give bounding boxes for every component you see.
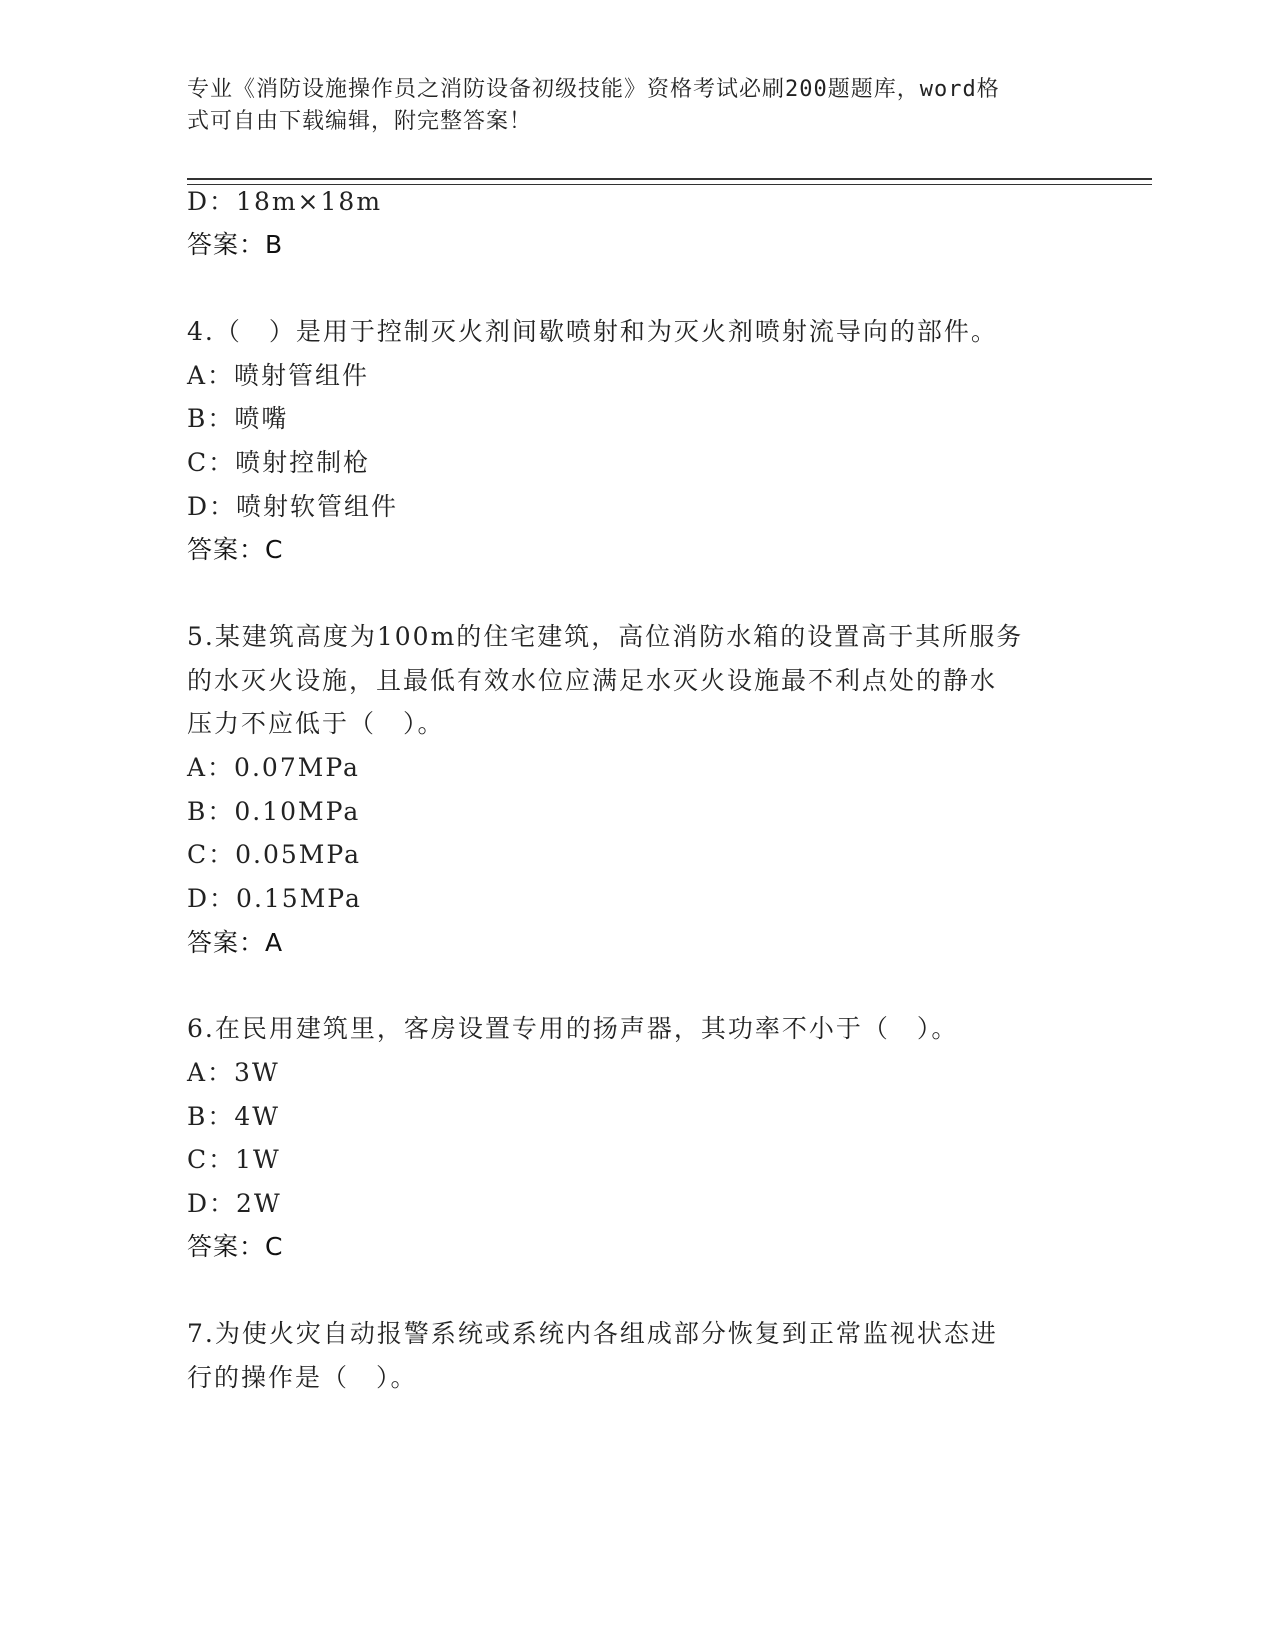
q5-option-a: A：0.07MPa: [187, 753, 360, 782]
document-header: [187, 74, 1067, 138]
q4-option-c: C：喷射控制枪: [187, 448, 371, 477]
q5-question-line-2: 的水灭火设施，且最低有效水位应满足水灭火设施最不利点处的静水: [187, 666, 998, 695]
q5-answer: 答案：A: [187, 928, 284, 957]
q6-question: 6.在民用建筑里，客房设置专用的扬声器，其功率不小于（ ）。: [187, 1014, 959, 1043]
q7-question-line-2: 行的操作是（ ）。: [187, 1363, 418, 1392]
q6-option-d: D：2W: [187, 1189, 282, 1218]
q5-question-line-3: 压力不应低于（ ）。: [187, 709, 445, 738]
header-line-1: 专业《消防设施操作员之消防设备初级技能》资格考试必刷200题题库，word格: [187, 77, 1000, 102]
q5-option-d: D：0.15MPa: [187, 884, 362, 913]
q3-option-d: D：18m×18m: [187, 187, 383, 216]
q4-option-d: D：喷射软管组件: [187, 492, 399, 521]
header-line-2: 式可自由下载编辑，附完整答案！: [187, 109, 533, 134]
q5-question-line-1: 5.某建筑高度为100m的住宅建筑，高位消防水箱的设置高于其所服务: [187, 622, 1024, 651]
q5-option-c: C：0.05MPa: [187, 840, 361, 869]
q7-question-line-1: 7.为使火灾自动报警系统或系统内各组成部分恢复到正常监视状态进: [187, 1319, 998, 1348]
q3-answer: 答案：B: [187, 230, 284, 259]
q6-option-b: B：4W: [187, 1102, 280, 1131]
q6-option-a: A：3W: [187, 1058, 280, 1087]
q4-option-a: A：喷射管组件: [187, 361, 370, 390]
q6-option-c: C：1W: [187, 1145, 281, 1174]
q4-question: 4.（ ）是用于控制灭火剂间歇喷射和为灭火剂喷射流导向的部件。: [187, 317, 998, 346]
q6-answer: 答案：C: [187, 1232, 284, 1261]
q4-option-b: B：喷嘴: [187, 404, 289, 433]
header-divider-thin: [187, 184, 1152, 185]
header-divider-thick: [187, 178, 1152, 180]
q4-answer: 答案：C: [187, 535, 284, 564]
q5-option-b: B：0.10MPa: [187, 797, 361, 826]
